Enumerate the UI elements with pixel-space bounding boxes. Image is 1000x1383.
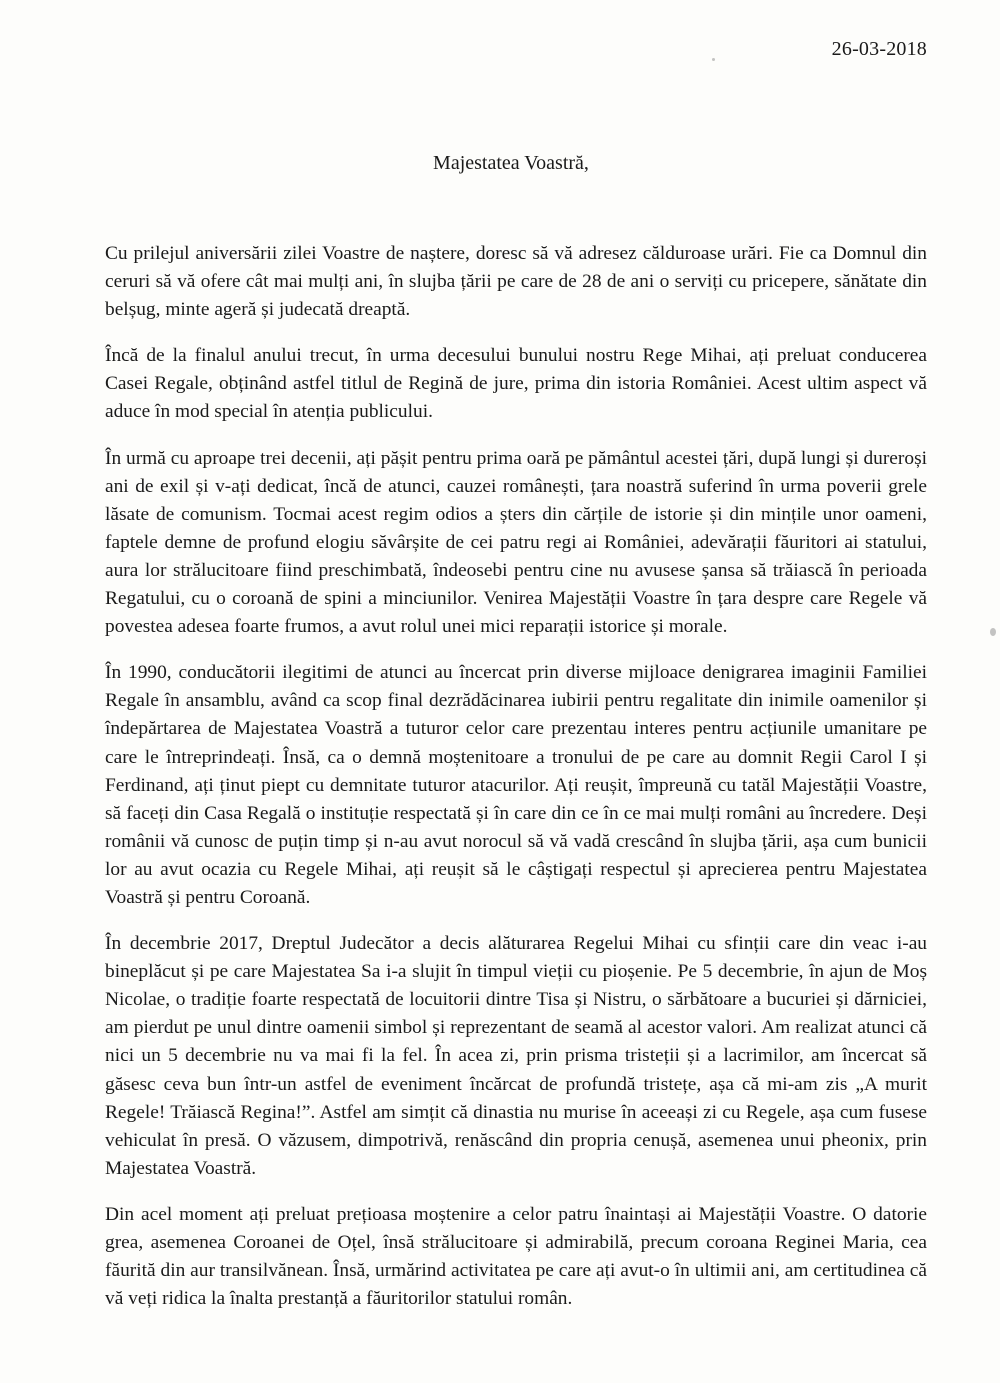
letter-paragraph: Cu prilejul aniversării zilei Voastre de naștere, doresc să vă adresez călduroase urări. Fie ca Domnul din ceruri să vă ofere cât mai mulți ani, în slujba țării pe care de 28 de ani o serviți cu pricepere, sănătate din belșug, minte ageră și judecată dreaptă. xyxy=(105,243,927,321)
letter-paragraph: În urmă cu aproape trei decenii, ați pășit pentru prima oară pe pământul acestei țări, după lungi și dureroși ani de exil și v-ați dedicat, încă de atunci, cauzei românești, țara noastră suferind în urma poverii grele lăsate de comunism. Tocmai acest regim odios a șters din cărțile de istorie și din mințile unor oameni, faptele demne de profund elogiu săvârșite de cei patru regi ai României, adevărații făuritori ai statului, aura lor strălucitoare fiind preschimbată, îndeosebi pentru cine nu avusese șansa să trăiască în perioada Regatului, cu o coroană de spini a minciunilor. Venirea Majestății Voastre în țara despre care Regele vă povestea adesea foarte frumos, a avut rolul unei mici reparații istorice și morale. xyxy=(105,447,927,638)
letter-paragraph: În 1990, conducătorii ilegitimi de atunci au încercat prin diverse mijloace denigrarea imaginii Familiei Regale în ansamblu, având ca scop final dezrădăcinarea iubirii pentru regalitate din inimile oamenilor și îndepărtarea de Majestatea Voastră a tuturor celor care prezentau interes pentru acțiunile umanitare pe care le întreprindeați. Însă, ca o demnă moștenitoare a tronului de pe care au domnit Regii Carol I și Ferdinand, ați ținut piept cu demnitate tuturor atacurilor. Ați reușit, împreună cu tatăl Majestății Voastre, să faceți din Casa Regală o instituție respectată și în care din ce în ce mai mulți români au încredere. Deși românii vă cunosc de puțin timp și n-au avut norocul să vă vadă crescând în slujba țării, așa cum bunicii lor au avut ocazia cu Regele Mihai, ați reușit să le câștigați respectul și aprecierea pentru Majestatea Voastră și pentru Coroană. xyxy=(105,662,927,908)
paper-speck xyxy=(990,628,996,636)
letter-body xyxy=(105,240,927,1331)
letter-date: 26-03-2018 xyxy=(831,38,927,60)
letter-paragraph: Din acel moment ați preluat prețioasa moștenire a celor patru înaintași ai Majestății Voastre. O datorie grea, asemenea Coroanei de Oțel, însă strălucitoare și admirabilă, precum coroana Reginei Maria, cea făurită din aur transilvănean. Însă, urmărind activitatea pe care ați avut-o în ultimii ani, am certitudinea că vă veți ridica la înalta prestanță a făuritorilor statului român. xyxy=(105,1203,927,1310)
letter-paragraph: Încă de la finalul anului trecut, în urma decesului bunului nostru Rege Mihai, ați preluat conducerea Casei Regale, obținând astfel titlul de Regină de jure, prima din istoria României. Acest ultim aspect vă aduce în mod special în atenția publicului. xyxy=(105,345,927,423)
paper-speck xyxy=(712,58,715,61)
letter-paragraph: În decembrie 2017, Dreptul Judecător a decis alăturarea Regelui Mihai cu sfinții care din veac i-au bineplăcut și pe care Majestatea Sa i-a slujit în timpul vieții cu pioșenie. Pe 5 decembrie, în ajun de Moș Nicolae, o tradiție foarte respectată de locuitorii dintre Tisa și Nistru, o sărbătoare a bucuriei și dărniciei, am pierdut pe unul dintre oamenii simbol și reprezentant de seamă al acestor valori. Am realizat atunci că nici un 5 decembrie nu va mai fi la fel. În acea zi, prin prisma tristeții și a lacrimilor, am încercat să găsesc ceva bun într-un astfel de eveniment încărcat de profundă tristețe, așa că mi-am zis „A murit Regele! Trăiască Regina!”. Astfel am simțit că dinastia nu murise în aceeași zi cu Regele, așa cum fusese vehiculat în presă. O văzusem, dimpotrivă, renăscând din propria cenușă, asemenea unui pheonix, prin Majestatea Voastră. xyxy=(105,933,927,1179)
letter-salutation: Majestatea Voastră, xyxy=(433,152,589,174)
